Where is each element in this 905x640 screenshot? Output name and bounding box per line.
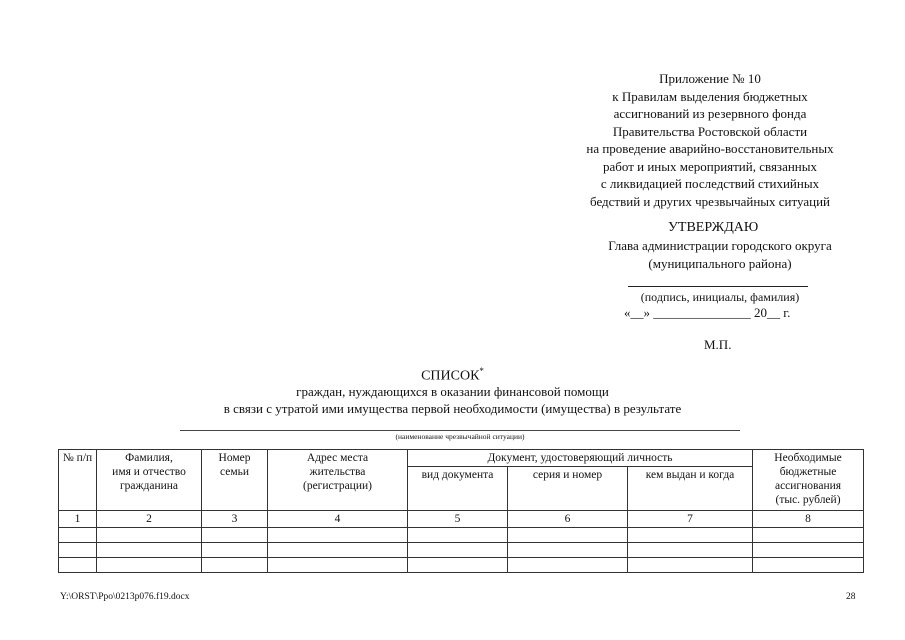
column-number: 2 <box>97 511 202 528</box>
approval-position-sub: (муниципального района) <box>648 256 792 271</box>
signature-caption: (подпись, инициалы, фамилия) <box>640 290 800 304</box>
stamp-place: М.П. <box>704 337 732 352</box>
col-funds-header <box>753 450 864 511</box>
appendix-line: работ и иных мероприятий, связанных <box>602 158 817 174</box>
column-number: 7 <box>628 511 753 528</box>
col-doc-series-header: серия и номер <box>508 467 628 511</box>
column-number: 4 <box>268 511 408 528</box>
column-number: 8 <box>753 511 864 528</box>
list-title-text: СПИСОК <box>421 368 480 384</box>
col-doc-type-header: вид документа <box>408 467 508 511</box>
header-text: Номер <box>218 452 251 464</box>
col-family-header <box>202 450 268 511</box>
date-line: «__» _______________ 20__ г. <box>624 305 791 320</box>
appendix-block <box>560 70 860 210</box>
col-name-header <box>97 450 202 511</box>
list-title-mark: * <box>479 366 484 376</box>
emergency-line <box>180 430 740 431</box>
header-text: бюджетные <box>779 466 837 478</box>
table-row <box>59 558 864 573</box>
col-doc-issued-header: кем выдан и когда <box>628 467 753 511</box>
approval-title: УТВЕРЖДАЮ <box>668 220 759 235</box>
appendix-line: бедствий и других чрезвычайных ситуаций <box>590 193 830 209</box>
appendix-line: ассигнований из резервного фонда <box>613 106 807 121</box>
header-text: имя и отчество <box>112 466 186 478</box>
appendix-line: с ликвидацией последствий стихийных <box>600 176 820 191</box>
list-subtitle: в связи с утратой ими имущества первой необходимости (имущества) в результате <box>223 401 682 416</box>
emergency-caption: (наименование чрезвычайной ситуации) <box>395 432 525 441</box>
header-text: семьи <box>219 466 250 478</box>
list-subtitle: граждан, нуждающихся в оказании финансовой помощи <box>296 384 609 399</box>
col-doc-group-header: Документ, удостоверяющий личность <box>408 450 753 467</box>
header-text: ассигнования <box>774 480 842 492</box>
citizens-table <box>58 449 864 573</box>
header-text: жительства <box>309 466 366 478</box>
signature-line <box>628 286 808 287</box>
header-text: Необходимые <box>774 452 842 464</box>
appendix-line: Правительства Ростовской области <box>612 123 808 139</box>
header-text: (тыс. рублей) <box>775 494 841 506</box>
column-number: 3 <box>202 511 268 528</box>
table-row <box>59 543 864 558</box>
header-text: (регистрации) <box>303 480 372 492</box>
col-address-header <box>268 450 408 511</box>
header-text: гражданина <box>119 480 179 492</box>
column-number: 1 <box>59 511 97 528</box>
table-row <box>59 528 864 543</box>
header-text: Фамилия, <box>125 452 173 464</box>
list-title <box>0 366 905 385</box>
column-numbers-row <box>59 511 864 528</box>
file-path: Y:\ORST\Ppo\0213p076.f19.docx <box>60 592 190 602</box>
column-number: 6 <box>508 511 628 528</box>
approval-position: Глава администрации городского округа <box>608 238 832 253</box>
col-num-header: № п/п <box>59 450 97 511</box>
appendix-line: Приложение № 10 <box>659 71 761 86</box>
column-number: 5 <box>408 511 508 528</box>
appendix-line: к Правилам выделения бюджетных <box>612 88 808 104</box>
page-number: 28 <box>846 592 856 602</box>
header-text: Адрес места <box>306 452 369 464</box>
appendix-line: на проведение аварийно-восстановительных <box>586 141 834 156</box>
